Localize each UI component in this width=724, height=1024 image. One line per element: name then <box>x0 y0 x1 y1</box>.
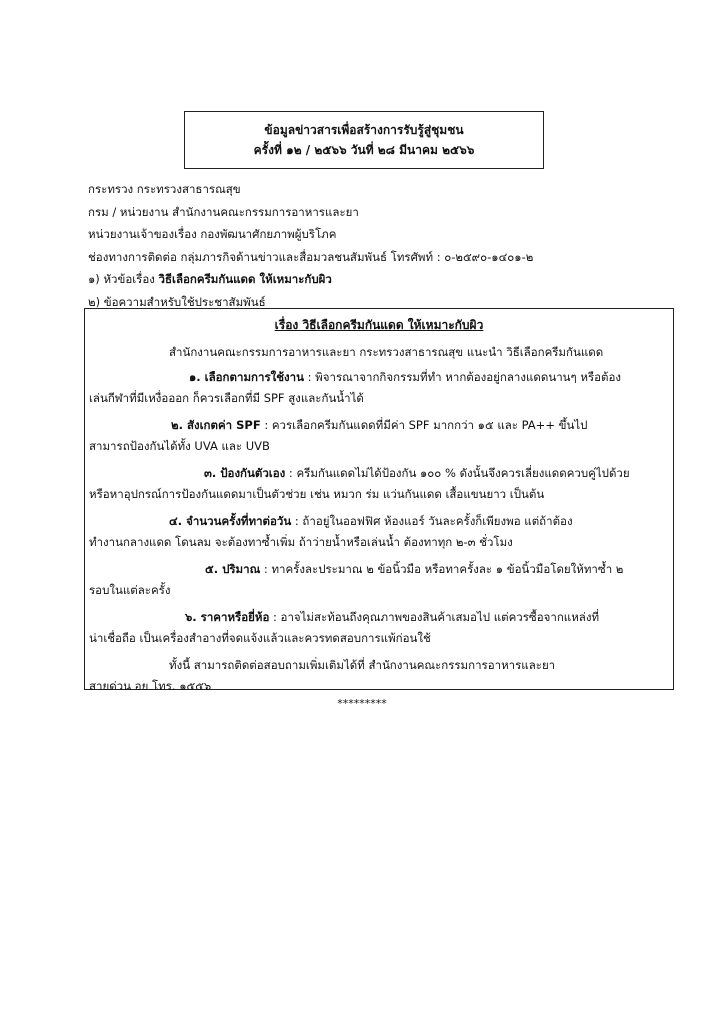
topic-line <box>88 268 688 291</box>
item-3-text: : ครีมกันแดดไม่ได้ป้องกัน ๑๐๐ % ดังนั้นจึงควรเลี่ยงแดดควบคู่ไปด้วย <box>285 466 630 480</box>
item-1-text-cont: เล่นกีฬาที่มีเหงื่อออก ก็ควรเลือกที่มี SPF สูงและกันน้ำได้ <box>89 391 364 405</box>
item-1-text: : พิจารณาจากกิจกรรมที่ทำ หากต้องอยู่กลางแดดนานๆ หรือต้อง <box>303 370 622 384</box>
item-4-text-cont: ทำงานกลางแดด โดนลม จะต้องทาซ้ำเพิ่ม ถ้าว่ายน้ำหรือเล่นน้ำ ต้องทาทุก ๒-๓ ชั่วโมง <box>89 535 513 549</box>
meta-section <box>88 178 688 313</box>
item-3-head: ๓. ป้องกันตัวเอง <box>204 466 286 480</box>
item-5-text: : ทาครั้งละประมาณ ๒ ข้อนิ้วมือ หรือทาครั้งละ ๑ ข้อนิ้วมือโดยให้ทาซ้ำ ๒ <box>260 562 624 576</box>
item-5-text-cont: รอบในแต่ละครั้ง <box>89 583 171 597</box>
item-2-head: ๒. สังเกตค่า SPF <box>171 418 261 432</box>
item-2-text: : ควรเลือกครีมกันแดดที่มีค่า SPF มากกว่า ๑๕ และ PA++ ขึ้นไป <box>260 418 588 432</box>
closing-paragraph <box>89 655 669 697</box>
item-6 <box>89 607 669 649</box>
pr-label: ๒) ข้อความสำหรับใช้ประชาสัมพันธ์ <box>88 294 266 309</box>
item-5-head: ๕. ปริมาณ <box>205 562 261 576</box>
item-3-text-cont: หรือหาอุปกรณ์การป้องกันแดดมาเป็นตัวช่วย เช่น หมวก ร่ม แว่นกันแดด เสื้อแขนยาว เป็นต้น <box>89 487 545 501</box>
ministry-line: กระทรวง กระทรวงสาธารณสุข <box>88 182 241 196</box>
item-4-text: : ถ้าอยู่ในออฟฟิศ ห้องแอร์ วันละครั้งก็เพียงพอ แต่ถ้าต้อง <box>291 514 573 528</box>
header-title: ข้อมูลข่าวสารเพื่อสร้างการรับรู้สู่ชุมชน <box>264 123 464 137</box>
topic-label: ๑) หัวข้อเรื่อง <box>88 272 155 286</box>
item-6-text-cont: น่าเชื่อถือ เป็นเครื่องสำอางที่จดแจ้งแล้วและควรทดสอบการแพ้ก่อนใช้ <box>89 631 431 645</box>
topic-value: วิธีเลือกครีมกันแดด ให้เหมาะกับผิว <box>158 272 332 286</box>
department-line: กรม / หน่วยงาน สำนักงานคณะกรรมการอาหารและยา <box>88 204 359 219</box>
owner-line: หน่วยงานเจ้าของเรื่อง กองพัฒนาศักยภาพผู้บริโภค <box>88 227 337 241</box>
item-4-head: ๔. จำนวนครั้งที่ทาต่อวัน <box>169 514 292 528</box>
item-5 <box>89 559 669 601</box>
header-issue-date: ครั้งที่ ๑๒ / ๒๕๖๖ วันที่ ๒๘ มีนาคม ๒๕๖๖ <box>253 143 475 157</box>
item-6-head: ๖. ราคาหรือยี่ห้อ <box>185 610 270 624</box>
story-title: เรื่อง วิธีเลือกครีมกันแดด ให้เหมาะกับผิว <box>274 318 484 332</box>
content-box <box>84 308 674 693</box>
closing-line-1: ทั้งนี้ สามารถติดต่อสอบถามเพิ่มเติมได้ที่ สำนักงานคณะกรรมการอาหารและยา <box>169 658 556 672</box>
item-6-text: : อาจไม่สะท้อนถึงคุณภาพของสินค้าเสมอไป แต่ควรซื้อจากแหล่งที่ <box>269 610 600 624</box>
item-4 <box>89 511 669 553</box>
item-1-head: ๑. เลือกตามการใช้งาน <box>189 370 304 384</box>
intro-paragraph: สำนักงานคณะกรรมการอาหารและยา กระทรวงสาธารณสุข แนะนำ วิธีเลือกครีมกันแดด <box>169 345 604 359</box>
closing-line-2: สายด่วน อย โทร. ๑๕๕๖ <box>89 679 212 693</box>
item-2-text-cont: สามารถป้องกันได้ทั้ง UVA และ UVB <box>89 439 270 453</box>
item-3 <box>89 463 669 505</box>
end-stars: ********* <box>337 697 387 710</box>
item-1 <box>89 367 669 409</box>
contact-line: ช่องทางการติดต่อ กลุ่มภารกิจด้านข่าวและสื่อมวลชนสัมพันธ์ โทรศัพท์ : ๐-๒๕๙๐-๑๔๐๑-๒ <box>88 249 534 264</box>
header-box <box>184 111 544 169</box>
item-2 <box>89 415 669 457</box>
